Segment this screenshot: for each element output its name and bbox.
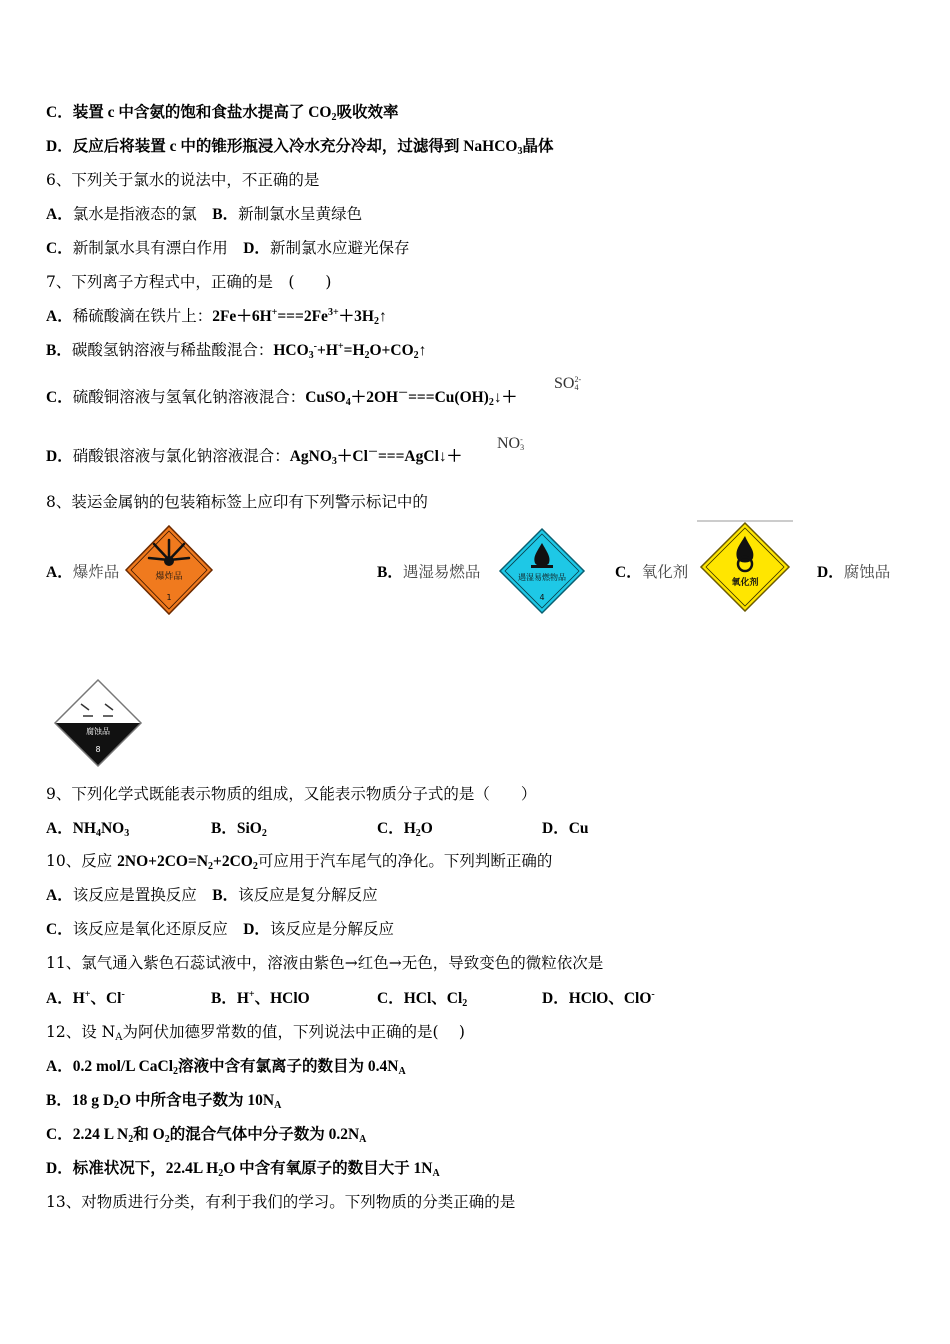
q12-option-d: D．标准状况下，22.4L $H_2O$ 中含有氧原子的数目大于 $1N_A$ [46,1160,440,1179]
corrosive-sign-number: 8 [95,745,101,754]
q13-stem: 13、对物质进行分类，有利于我们的学习。下列物质的分类正确的是 [46,1193,516,1211]
q11-option-c: C．HCl、$Cl_2$ [377,990,468,1009]
explosive-sign-icon [124,524,214,616]
q8-stem: 8、装运金属钠的包装箱标签上应印有下列警示标记中的 [46,493,428,511]
q10-stem: 10、反应 $2NO+2CO=N_2+2CO_2$可应用于汽车尾气的净化。下列判断正确的 [46,852,553,872]
corrosive-sign-icon [53,678,143,768]
q7-option-b: B．碳酸氢钠溶液与稀盐酸混合：$HCO_3^-+H^+=H_2O+CO_2↑$ [46,341,427,361]
water-reactive-sign-icon [497,527,587,615]
q8-option-c: C．氧化剂 [615,563,689,581]
q7-stem: 7、下列离子方程式中，正确的是 ( ) [46,273,332,291]
q6-stem: 6、下列关于氯水的说法中，不正确的是 [46,171,320,189]
q10-options-cd: C．该反应是氧化还原反应 D．该反应是分解反应 [46,920,394,938]
q9-option-a: A．$NH_4NO_3$ [46,820,130,839]
q11-option-b: B．H+、HClO [211,989,310,1007]
q9-option-b: B．SiO$_2$ [211,820,267,839]
q8-option-b: B．遇湿易燃品 [377,563,481,581]
q11-option-a: A．H+、Cl- [46,989,125,1007]
q12-option-a: A．0.2 mol/L CaCl$_2$溶液中含有氯离子的数目为 $0.4N_A$ [46,1058,406,1077]
q6-options-cd: C．新制氯水具有漂白作用 D．新制氯水应避光保存 [46,239,410,257]
q5-option-d: D．反应后将装置 c 中的锥形瓶浸入冷水充分冷却，过滤得到 NaHCO$_3$晶体 [46,138,554,157]
q12-option-c: C．2.24 L $N_2$和 $O_2$的混合气体中分子数为 $0.2N_A$ [46,1126,367,1145]
nitrate-ion: NO - 3 [497,435,525,453]
q7-option-a: A．稀硫酸滴在铁片上：$2Fe+6H^+===2Fe^{3+}+3H_2↑$ [46,307,387,327]
q5-option-c: C．装置 c 中含氨的饱和食盐水提高了 $CO_2$吸收效率 [46,104,399,123]
q9-stem: 9、下列化学式既能表示物质的组成，又能表示物质分子式的是（ ） [46,785,537,803]
corrosive-sign-text: 腐蚀品 [86,727,110,736]
water-reactive-sign-number: 4 [539,593,545,602]
q11-option-d: D．HClO、ClO- [542,989,655,1007]
sulfate-ion: SO 2- 4 [554,375,582,393]
q7-option-c: C．硫酸铜溶液与氢氧化钠溶液混合：$CuSO_4+2OH^-===Cu(OH)_2↓+$ [46,388,518,408]
q9-option-d: D．Cu [542,820,589,837]
explosive-sign-text: 爆炸品 [155,572,183,582]
explosive-sign-number: 1 [166,593,172,602]
q6-options-ab: A．氯水是指液态的氯 B．新制氯水呈黄绿色 [46,205,363,223]
q8-option-d: D．腐蚀品 [817,563,891,581]
q8-option-a: A．爆炸品 [46,563,120,581]
water-reactive-sign-text: 遇湿易燃物品 [518,573,566,582]
oxidizer-sign-text: 氧化剂 [731,578,759,588]
q7-option-d: D．硝酸银溶液与氯化钠溶液混合：AgNO$_3$＋Cl－===AgCl↓＋ [46,447,463,467]
q11-stem: 11、氯气通入紫色石蕊试液中，溶液由紫色→红色→无色，导致变色的微粒依次是 [46,954,604,972]
q10-options-ab: A．该反应是置换反应 B．该反应是复分解反应 [46,886,378,904]
q9-option-c: C．$H_2O$ [377,820,433,839]
oxidizer-sign-icon [697,520,793,612]
q12-option-b: B．18 g $D_2O$ 中所含电子数为 $10N_A$ [46,1092,282,1111]
q12-stem: 12、设 $N_A$为阿伏加德罗常数的值，下列说法中正确的是( ) [46,1023,465,1043]
